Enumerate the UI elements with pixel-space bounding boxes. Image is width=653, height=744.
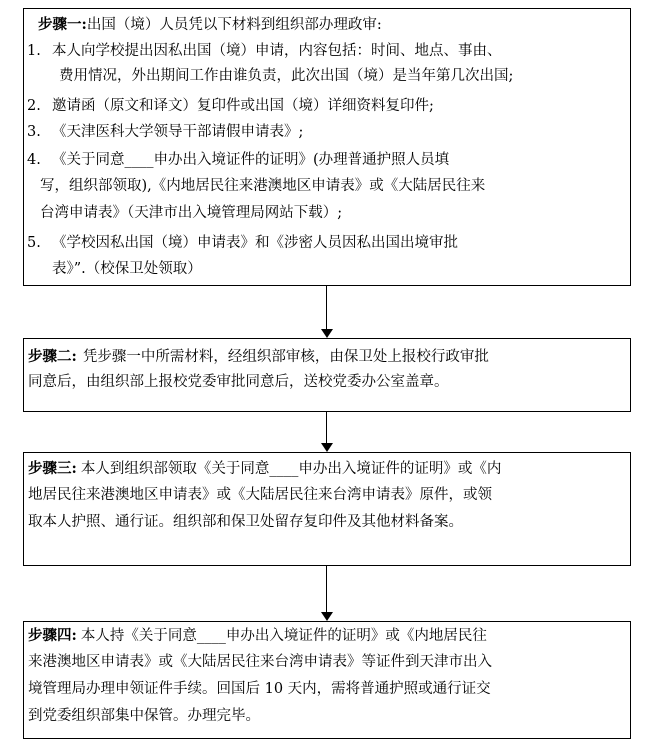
step4-line4: 到党委组织部集中保管。办理完毕。 xyxy=(28,708,260,724)
step1-item1-line1: 本人向学校提出因私出国（境）申请，内容包括：时间、地点、事由、 xyxy=(52,43,502,59)
step1-item1-line2: 费用情况，外出期间工作由谁负责，此次出国（境）是当年第几次出国; xyxy=(59,68,514,84)
step3-line3: 取本人护照、通行证。组织部和保卫处留存复印件及其他材料备案。 xyxy=(28,514,463,530)
step4-line3: 境管理局办理申领证件手续。回国后 10 天内，需将普通护照或通行证交 xyxy=(28,681,491,697)
step1-item2-line1: 邀请函（原文和译文）复印件或出国（境）详细资料复印件; xyxy=(52,98,434,114)
step1-item4-line1: 《关于同意____申办出入境证件的证明》(办理普通护照人员填 xyxy=(52,152,450,168)
step1-item3-line1: 《天津医科大学领导干部请假申请表》; xyxy=(52,124,304,140)
step1-item4-num: 4. xyxy=(27,152,41,168)
step3-line1: 本人到组织部领取《关于同意____申办出入境证件的证明》或《内 xyxy=(80,461,502,477)
step1-item5-line1: 《学校因私出国（境）申请表》和《涉密人员因私出国出境审批 xyxy=(52,235,458,251)
step4-line1: 本人持《关于同意____申办出入境证件的证明》或《内地居民往 xyxy=(80,628,487,644)
flow-arrow-1 xyxy=(321,286,333,338)
step1-item2-num: 2. xyxy=(27,98,41,114)
step2-line2: 同意后，由组织部上报校党委审批同意后，送校党委办公室盖章。 xyxy=(28,374,449,390)
flow-arrow-3 xyxy=(321,566,333,621)
step1-item4-line3: 台湾申请表》（天津市出入境管理局网站下载）; xyxy=(40,205,343,221)
step1-label: 步骤一: xyxy=(38,16,87,33)
step2-label: 步骤二: xyxy=(28,348,77,365)
step1-item4-line2: 写，组织部领取),《内地居民往来港澳地区申请表》或《大陆居民往来 xyxy=(40,178,486,194)
step1-item3-num: 3. xyxy=(27,124,41,140)
flow-arrow-2 xyxy=(321,412,333,452)
step3-line2: 地居民往来港澳地区申请表》或《大陆居民往来台湾申请表》原件，或领 xyxy=(28,487,492,503)
step3-label: 步骤三: xyxy=(28,460,77,477)
step4-label: 步骤四: xyxy=(28,627,77,644)
step1-item5-num: 5. xyxy=(27,235,41,251)
step1-item5-line2: 表》”.（校保卫处领取） xyxy=(52,261,202,277)
step1-item1-num: 1. xyxy=(27,43,41,59)
step2-line1: 凭步骤一中所需材料，经组织部审核，由保卫处上报校行政审批 xyxy=(82,349,489,365)
step1-intro: 出国（境）人员凭以下材料到组织部办理政审: xyxy=(86,17,382,33)
step4-line2: 来港澳地区申请表》或《大陆居民往来台湾申请表》等证件到天津市出入 xyxy=(28,654,492,670)
